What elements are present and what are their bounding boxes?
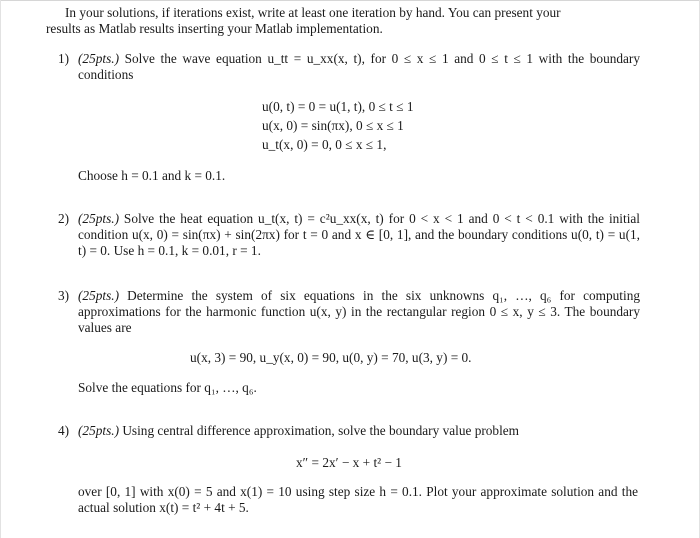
problem-4-text: Using central difference approximation, solve the boundary value problem bbox=[122, 423, 520, 438]
problem-2-statement bbox=[78, 211, 640, 259]
problem-2-number: 2) bbox=[58, 211, 70, 226]
problem-1-equation-3: u_t(x, 0) = 0, 0 ≤ x ≤ 1, bbox=[262, 137, 387, 152]
problem-2 bbox=[58, 211, 640, 259]
problem-1-statement bbox=[78, 51, 640, 83]
problem-1-number: 1) bbox=[58, 51, 70, 66]
problem-3-points: (25pts.) bbox=[78, 288, 119, 303]
problem-4-points: (25pts.) bbox=[78, 423, 119, 438]
problem-1-equation-2: u(x, 0) = sin(πx), 0 ≤ x ≤ 1 bbox=[262, 118, 404, 133]
problem-1-note: Choose h = 0.1 and k = 0.1. bbox=[78, 168, 226, 183]
problem-4-note-block bbox=[78, 484, 638, 516]
problem-3-text: Determine the system of six equations in the six unknowns q₁, …, q₆ for computing approximations for the harmonic function u(x, y) in the rectangular region 0 ≤ x, y ≤ 3. The boundary values are bbox=[78, 288, 640, 335]
problem-3-statement bbox=[78, 288, 640, 336]
problem-3 bbox=[58, 288, 640, 336]
problem-4-note: over [0, 1] with x(0) = 5 and x(1) = 10 using step size h = 0.1. Plot your approximate solution and the actual solution x(t) = t² + 4t + 5. bbox=[78, 484, 638, 515]
problem-1-points: (25pts.) bbox=[78, 51, 119, 66]
frame-border-left bbox=[0, 0, 1, 538]
problem-4-equation: x″ = 2x′ − x + t² − 1 bbox=[296, 455, 402, 470]
frame-border-top bbox=[0, 0, 700, 1]
problem-3-boundary-values: u(x, 3) = 90, u_y(x, 0) = 90, u(0, y) = 70, u(3, y) = 0. bbox=[190, 350, 472, 365]
problem-3-number: 3) bbox=[58, 288, 70, 303]
problem-4-number: 4) bbox=[58, 423, 70, 438]
problem-4 bbox=[58, 423, 640, 439]
problem-2-text: Solve the heat equation u_t(x, t) = c²u_xx(x, t) for 0 < x < 1 and 0 < t < 0.1 with the initial condition u(x, 0) = sin(πx) + sin(2πx) for t = 0 and x ∈ [0, 1], and the boundary conditions u(0, t) = u(1, t) = 0. Use h = 0.1, k = 0.01, r = 1. bbox=[78, 211, 640, 258]
problem-1 bbox=[58, 51, 640, 83]
problem-4-statement bbox=[78, 423, 640, 439]
problem-1-text: Solve the wave equation u_tt = u_xx(x, t), for 0 ≤ x ≤ 1 and 0 ≤ t ≤ 1 with the boundary conditions bbox=[78, 51, 640, 82]
problem-2-points: (25pts.) bbox=[78, 211, 119, 226]
intro-line-1: In your solutions, if iterations exist, write at least one iteration by hand. You can present your bbox=[65, 5, 561, 20]
problem-3-note: Solve the equations for q₁, …, q₆. bbox=[78, 380, 257, 395]
intro-paragraph bbox=[46, 5, 646, 37]
intro-line-2: results as Matlab results inserting your Matlab implementation. bbox=[46, 21, 383, 36]
problem-1-equation-1: u(0, t) = 0 = u(1, t), 0 ≤ t ≤ 1 bbox=[262, 99, 414, 114]
